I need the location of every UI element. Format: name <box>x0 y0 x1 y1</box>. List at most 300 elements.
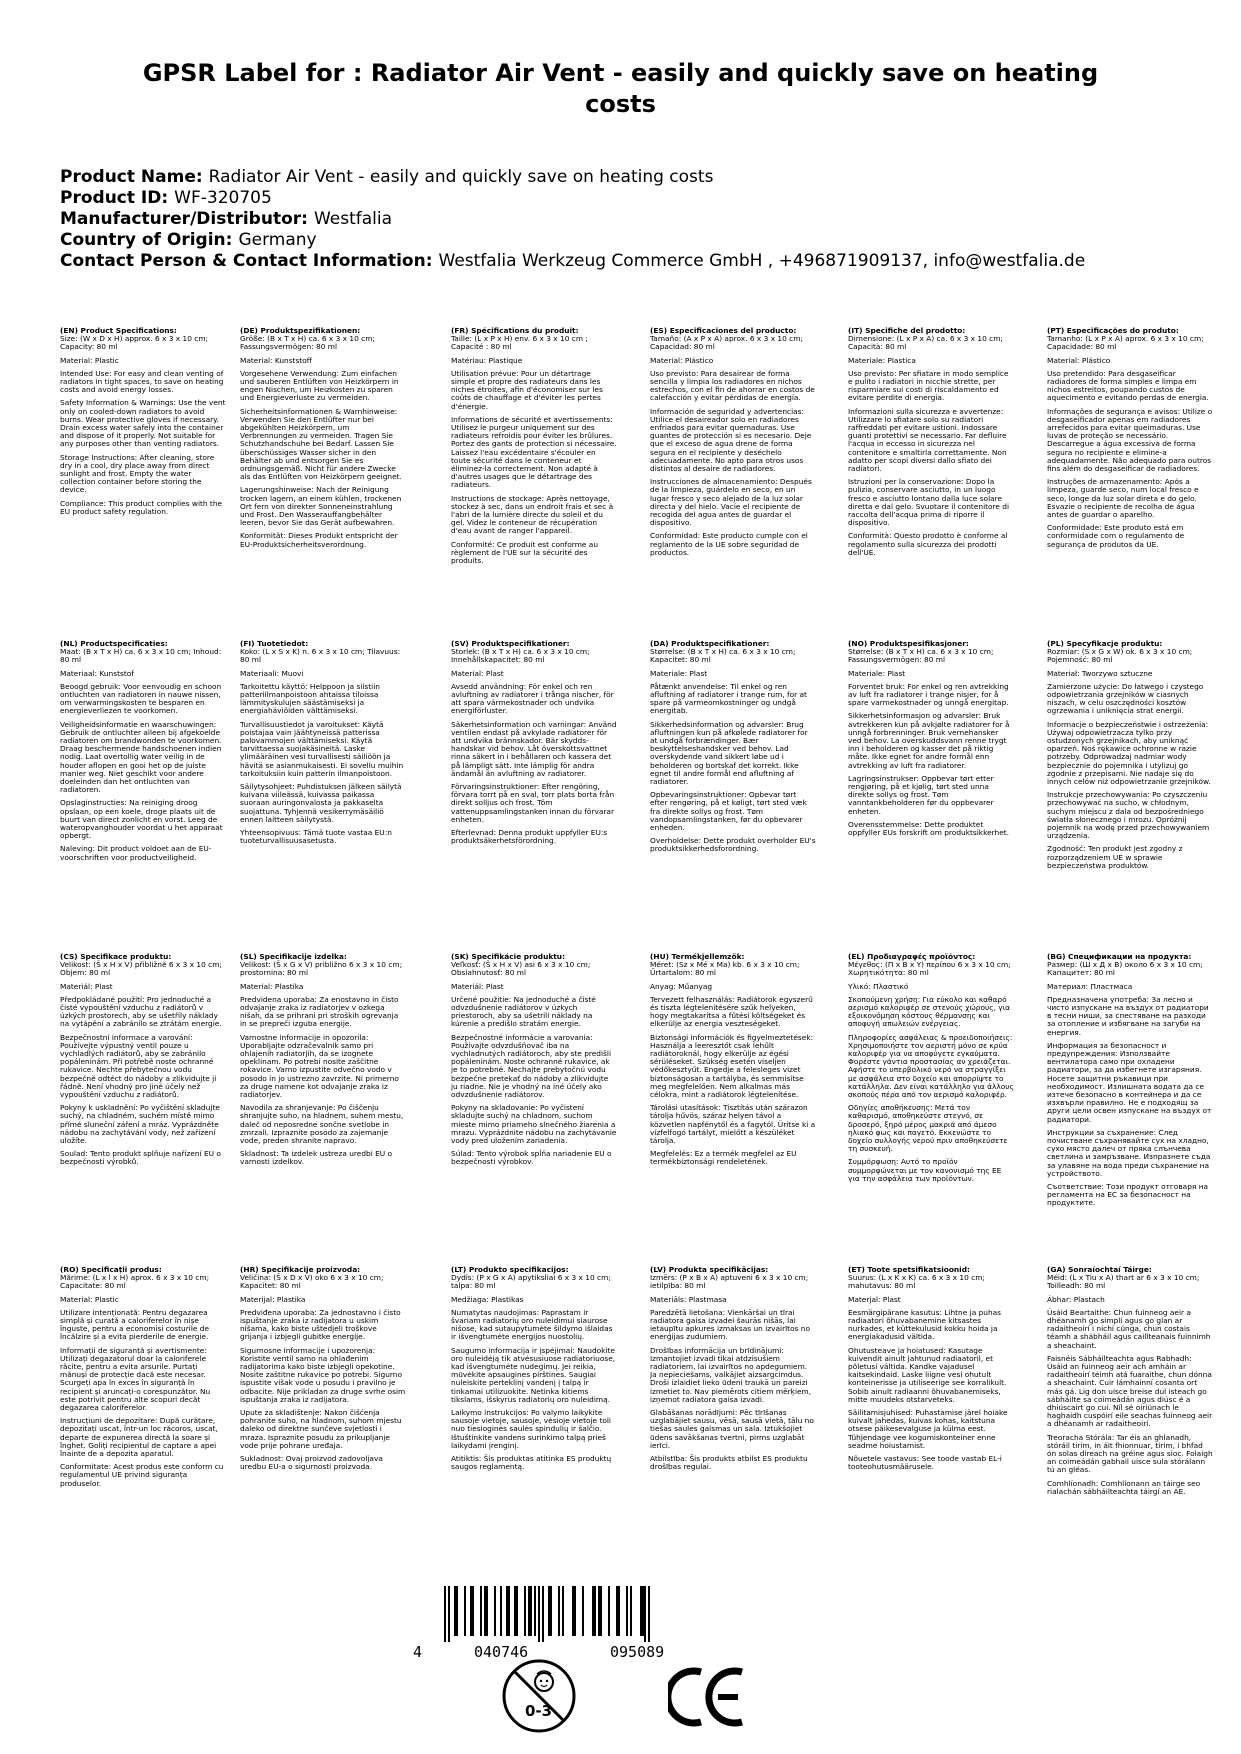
lang-text: Förvaringsinstruktioner: Efter rengöring, förvara torrt på en sval, torr plats borta från direkt solljus och frost. Töm vattenuppsamlingstanken innan du förvarar enheten. <box>451 782 615 824</box>
lang-text: Uso pretendido: Para desgaseificar radiadores de forma simples e limpa em nichos estreitos, poupando custos de aquecimento e evitando perdas de energia. <box>1047 368 1209 403</box>
lang-text: Instructions de stockage: Après nettoyage, stockez à sec, dans un endroit frais et sec à l'abri de la lumière directe du soleil et du gel. Videz le conteneur de récupération d'eau avant de ranger l'appareil. <box>451 493 614 536</box>
info-manufacturer <box>60 209 1190 230</box>
lang-text: Súlad: Tento výrobok spĺňa nariadenie EU o bezpečnosti výrobkov. <box>451 1149 612 1167</box>
lang-section <box>451 370 617 411</box>
barcode-bar <box>506 1586 510 1636</box>
lang-heading: (PT) Especificações do produto: <box>1047 327 1179 335</box>
lang-text: Treoracha Stórála: Tar éis an ghlanadh, stóráil tirim, in áit fhionnuar, tirim, i bhfad ón solas díreach na gréine agus sioc. Folaigh an coimeádán gabhail uisce sula stórálann tú an gléas. <box>1047 1432 1213 1475</box>
lang-block-it <box>848 327 1014 562</box>
lang-text: Informacje o bezpieczeństwie i ostrzeżenia: Używaj odpowietrzacza tylko przy ostudzonych grzejnikach, aby uniknąć oparzeń. Noś rękawice ochronne w razie potrzeby. Odprowadzaj nadmiar wody bezpiecznie do pojemnika i utylizuj go zgodnie z przepisami. Nie nadaje się do innych celów niż odpowietrzanie grzejników. <box>1047 719 1211 787</box>
barcode-bar <box>464 1586 466 1636</box>
lang-block-fi <box>240 640 406 850</box>
lang-block-da <box>650 640 816 859</box>
lang-section <box>650 1104 816 1145</box>
lang-text: Conformidad: Este producto cumple con el reglamento de la UE sobre seguridad de productos. <box>650 531 808 557</box>
lang-block-hr <box>240 1266 406 1476</box>
lang-text: Tervezett felhasználás: Radiátorok egyszerű és tiszta légtelenítésére szűk helyeken, hogy megtakarítsa a fűtési költségeket és elkerülje az energia veszteségeket. <box>650 994 813 1029</box>
lang-text: Comhlíonadh: Comhlíonann an táirge seo rialachán sábháilteachta táirgí an AE. <box>1047 1478 1201 1496</box>
lang-section <box>60 983 226 991</box>
lang-text: Material: Plastic <box>60 1294 119 1304</box>
lang-section <box>451 783 617 824</box>
barcode-bar <box>480 1586 482 1636</box>
lang-text: Úsáid Beartaithe: Chun fuinneog aeir a dhéanamh go simplí agus go glan ar radaitheoirí i nichí cúnga, chun costais téamh a shábháil agus caillteanais fuinnimh a sheachaint. <box>1047 1307 1211 1350</box>
lang-block-pt <box>1047 327 1213 554</box>
lang-text: Safety Information & Warnings: Use the vent only on cooled-down radiators to avoid burns. Wear protective gloves if necessary. Drain excess water safely into the container and dispose of it properly. Not suitable for any purposes other than venting radiators. <box>60 398 226 449</box>
lang-section <box>848 370 1014 403</box>
lang-text: Vorgesehene Verwendung: Zum einfachen und sauberen Entlüften von Heizkörpern in engen Nischen, um Heizkosten zu sparen und Energieverluste zu vermeiden. <box>240 368 399 403</box>
lang-section <box>848 478 1014 527</box>
lang-section <box>848 996 1014 1029</box>
lang-block-sk <box>451 953 617 1172</box>
lang-text: Opbevaringsinstruktioner: Opbevar tørt efter rengøring, på et køligt, tørt sted væk fra direkte sollys og frost. Tøm vandopsamlingstanken, før du opbevarer enheden. <box>650 790 807 833</box>
lang-section <box>451 1455 617 1471</box>
lang-section <box>451 983 617 991</box>
lang-text: Materiāls: Plastmasa <box>650 1294 727 1304</box>
lang-text: Tarkoitettu käyttö: Helppoon ja siistiin patteriilmanpoistoon ahtaissa tiloissa lämmityskulujen säästämiseksi ja energiahäviöiden välttämiseksi. <box>240 681 380 716</box>
info-label: Contact Person & Contact Information: <box>60 251 433 271</box>
lang-section <box>240 1309 406 1342</box>
lang-text: Ábhar: Plastach <box>1047 1294 1105 1304</box>
lang-section <box>451 1034 617 1100</box>
lang-text: Material: Plastika <box>240 981 304 991</box>
lang-heading: (IT) Specifiche del prodotto: <box>848 327 966 335</box>
lang-text: Storage Instructions: After cleaning, store dry in a cool, dry place away from direct sunlight and frost. Empty the water collection container before storing the device. <box>60 452 215 495</box>
lang-section <box>60 640 226 665</box>
lang-section <box>240 783 406 824</box>
lang-text: Glabāšanas norādījumi: Pēc tīrīšanas uzglabājiet sausu, vēsā, sausā vietā, tālu no tiešas saules gaismas un sala. Iztukšojiet ūdens savākšanas tvertni, pirms uzglabāt ierīci. <box>650 1408 814 1450</box>
lang-heading: (SK) Špecifikácie produktu: <box>451 953 566 961</box>
lang-text: Sigurnosne informacije i upozorenja: Koristite ventil samo na ohlađenim radijatorima kako biste izbjegli opekotine. Nosite zaštitne rukavice po potrebi. Sigurno ispustite višak vode u posudu i pravilno je odbacite. Nije prikladan za druge svrhe osim ispuštanja zraka iz radijatora. <box>240 1345 406 1404</box>
barcode-right-digits: 095089 <box>610 1643 665 1661</box>
lang-section <box>451 829 617 845</box>
lang-text: Lagringsinstrukser: Oppbevar tørt etter rengjøring, på et kjølig, tørt sted unna direkte sollys og frost. Tøm vanntankbeholderen før du oppbevarer enheten. <box>848 773 994 816</box>
lang-text: Conformidade: Este produto está em conformidade com o regulamento de segurança de produtos da UE. <box>1047 523 1185 549</box>
lang-text: Laikymo instrukcijos: Po valymo laikykite sausoje vietoje, sausoje, vėsioje vietoje toli nuo tiesioginės saulės spindulių ir šalčio. Ištuštinkite vandens surinkimo talpą prieš laikydami įrenginį. <box>451 1408 611 1450</box>
lang-section <box>60 399 226 448</box>
lang-text: Materiaal: Kunststof <box>60 668 134 678</box>
lang-text: Yhteensopivuus: Tämä tuote vastaa EU:n tuoteturvallisuusasetusta. <box>240 828 392 846</box>
lang-section <box>60 799 226 840</box>
lang-text: Méid: (L x Tiu x A) thart ar 6 x 3 x 10 cm; Toilleadh: 80 ml <box>1047 1273 1200 1291</box>
lang-section <box>451 416 617 490</box>
lang-section <box>240 408 406 482</box>
lang-section <box>848 532 1014 557</box>
lang-section <box>240 953 406 978</box>
lang-section <box>650 1034 816 1100</box>
lang-text: Materiale: Plast <box>848 668 906 678</box>
lang-section <box>650 327 816 352</box>
lang-section <box>848 1104 1014 1153</box>
lang-section <box>1047 408 1213 474</box>
lang-text: Soulad: Tento produkt splňuje nařízení EU o bezpečnosti výrobků. <box>60 1149 221 1167</box>
lang-text: Υλικό: Πλαστικό <box>848 981 909 991</box>
lang-block-ro <box>60 1266 226 1493</box>
lang-text: Materjal: Plast <box>848 1294 901 1304</box>
barcode <box>438 1586 706 1642</box>
lang-heading: (EL) Προδιαγραφές προϊόντος: <box>848 953 976 961</box>
lang-section <box>240 1104 406 1145</box>
lang-text: Συμμόρφωση: Αυτό το προϊόν συμμορφώνεται με τον κανονισμό της ΕΕ για την ασφάλεια των προϊόντων. <box>848 1157 1002 1183</box>
lang-section <box>240 486 406 527</box>
lang-section <box>848 1347 1014 1404</box>
lang-section <box>240 370 406 403</box>
lang-section <box>1047 1296 1213 1304</box>
lang-text: Bezpečnostní informace a varování: Používejte výpustný ventil pouze u vychladlých radiátorů, aby se zabránilo popáleninám. Při potřebě noste ochranné rukavice. Nechte přebytečnou vodu bezpečně odtéct do nádoby a zlikvidujte ji řádně. Není vhodný pro jiné účely než vypouštění vzduchu z radiátorů. <box>60 1032 217 1100</box>
lang-section <box>60 1266 226 1291</box>
barcode-bar <box>444 1586 446 1642</box>
lang-text: Veľkosť: (Š x H x V) asi 6 x 3 x 10 cm; Obsiahnutosť: 80 ml <box>451 960 591 978</box>
info-country <box>60 230 1190 251</box>
lang-section <box>60 500 226 516</box>
product-info <box>60 167 1190 272</box>
lang-text: Izmērs: (P x B x A) aptuveni 6 x 3 x 10 cm; ietilpība: 80 ml <box>650 1273 809 1291</box>
lang-section <box>848 408 1014 474</box>
lang-text: Sikkerhetsinformasjon og advarsler: Bruk avtrekkeren kun på avkjølte radiatorer for å unngå forbrenninger. Bruk vernehansker ved behov. La overskuddsvann renne trygt inn i beholderen og kasser det på riktig måte. Ikke egnet for andre formål enn avtrekking av luft fra radiatorer. <box>848 711 1010 770</box>
lang-section <box>1047 721 1213 787</box>
info-label: Manufacturer/Distributor: <box>60 209 308 229</box>
lang-heading: (SV) Produktspecifikationer: <box>451 640 570 648</box>
lang-text: Conformité: Ce produit est conforme au règlement de l'UE sur la sécurité des produits. <box>451 539 599 566</box>
lang-section <box>60 670 226 678</box>
lang-text: Numatytas naudojimas: Paprastam ir švariam radiatorių oro nuleidimui siaurose nišose, kad sutaupytumėte šildymo išlaidas ir išvengtumėte energijos nuostolių. <box>451 1307 613 1342</box>
lang-text: Predviđena uporaba: Za jednostavno i čisto ispuštanje zraka iz radijatora u uskim nišama, kako biste uštedjeli troškove grijanja i izbjegli gubitke energije. <box>240 1307 401 1342</box>
lang-text: Konformität: Dieses Produkt entspricht der EU-Produktsicherheitsverordnung. <box>240 531 398 549</box>
lang-text: Size: (W x D x H) approx. 6 x 3 x 10 cm; Capacity: 80 ml <box>60 334 209 352</box>
lang-text: Material: Plástico <box>650 355 714 365</box>
lang-section <box>451 640 617 665</box>
lang-heading: (DA) Produktspecifikationer: <box>650 640 770 648</box>
lang-text: Biztonsági információk és figyelmeztetések: Használja a leeresztőt csak lehűlt radiátoroknál, hogy elkerülje az égési sérüléseket. Szükség esetén viseljen védőkesztyűt. Engedje a felesleges vizet biztonságosan a tartályba, és semmisítse meg megfelelően. Nem alkalmas más célokra, mint a radiátorok légtelenítése. <box>650 1032 814 1100</box>
lang-heading: (DE) Produktspezifikationen: <box>240 327 361 335</box>
lang-block-lv <box>650 1266 816 1476</box>
age-0-3-warning-icon <box>501 1658 577 1734</box>
lang-section <box>650 408 816 474</box>
lang-text: Upute za skladištenje: Nakon čišćenja pohranite suho, na hladnom, suhom mjestu daleko od direktne sunčeve svjetlosti i mraza. Ispraznite posudu za prikupljanje vode prije pohrane uređaja. <box>240 1408 402 1450</box>
barcode-bar <box>598 1586 602 1636</box>
lang-section <box>451 495 617 536</box>
lang-section <box>451 996 617 1029</box>
lang-heading: (SL) Specifikacije izdelka: <box>240 953 347 961</box>
lang-text: Atitiktis: Šis produktas atitinka ES produktų saugos reglamentą. <box>451 1454 612 1472</box>
lang-section <box>1047 1309 1213 1350</box>
lang-block-no <box>848 640 1014 842</box>
lang-text: Dimensione: (L x P x A) ca. 6 x 3 x 10 cm; Capacità: 80 ml <box>848 334 1003 352</box>
lang-section <box>650 791 816 832</box>
lang-section <box>240 1347 406 1404</box>
lang-section <box>1047 1183 1213 1208</box>
lang-section <box>1047 670 1213 678</box>
lang-section <box>60 1463 226 1488</box>
lang-section <box>240 357 406 365</box>
lang-text: Размер: (Ш x Д x В) около 6 x 3 x 10 cm; Капацитет: 80 ml <box>1047 960 1203 978</box>
lang-text: Předpokládané použití: Pro jednoduché a čisté vypouštění vzduchu z radiátorů v úzkých prostorech, aby se ušetřily náklady na vytápění a zabránilo se ztrátám energie. <box>60 994 222 1029</box>
lang-section <box>60 1150 226 1166</box>
lang-text: Informazioni sulla sicurezza e avvertenze: Utilizzare lo sfiatare solo su radiatori raffreddati per evitare ustioni. Indossare guanti protettivi se necessario. Far defluire l'acqua in eccesso in sicurezza nel contenitore e smaltirla correttamente. Non adatto per scopi diversi dallo sfiato dei radiatori. <box>848 406 1007 474</box>
lang-heading: (EN) Product Specifications: <box>60 327 177 335</box>
lang-section <box>1047 478 1213 519</box>
lang-section <box>1047 996 1213 1037</box>
barcode-bar <box>562 1586 564 1636</box>
lang-text: Предназначена употреба: За лесно и чисто изпускане на въздух от радиатори в тесни ниши, за спестяване на разходи за отопление и избягване на загуби на енергия. <box>1047 994 1209 1037</box>
barcode-bar <box>582 1586 584 1636</box>
lang-text: Naleving: Dit product voldoet aan de EU-voorschriften voor productveiligheid. <box>60 844 212 862</box>
lang-section <box>848 983 1014 991</box>
lang-section <box>848 640 1014 665</box>
barcode-bar <box>616 1586 620 1636</box>
barcode-bar <box>494 1586 496 1636</box>
barcode-bar <box>572 1586 576 1636</box>
barcode-bar <box>626 1586 628 1636</box>
lang-text: Koko: (L x S x K) n. 6 x 3 x 10 cm; Tilavuus: 80 ml <box>240 647 401 665</box>
lang-text: Informações de segurança e avisos: Utilize o desgaseificador apenas em radiadores arrefecidos para evitar queimaduras. Use luvas de proteção se necessário. Descarregue a água excessiva de forma segura no recipiente e elimine-a adequadamente. Não adequado para outros fins além do desgaseificar de radiadores. <box>1047 406 1213 474</box>
lang-text: Tamanho: (L x P x A) aprox. 6 x 3 x 10 cm; Capacidade: 80 ml <box>1047 334 1204 352</box>
lang-text: Informații de siguranță și avertismente: Utilizați degazatorul doar la caloriferele răcite, pentru a evita arsurile. Purtați mănuși de protecție dacă este necesar. Scurgeți apa în exces în siguranță în recipient și aruncați-o corespunzător. Nu este potrivit pentru alte scopuri decât degazarea caloriferelor. <box>60 1345 211 1413</box>
lang-heading: (LT) Produkto specifikacijos: <box>451 1266 569 1274</box>
lang-heading: (ET) Toote spetsifikatsioonid: <box>848 1266 970 1274</box>
lang-section <box>1047 640 1213 665</box>
lang-section <box>240 683 406 716</box>
lang-text: Lagerungshinweise: Nach der Reinigung trocken lagern, an einem kühlen, trockenen Ort fern von direkter Sonneneinstrahlung und Frost. Den Wasserauffangbehälter leeren, bevor Sie das Gerät aufbewahren. <box>240 485 402 528</box>
lang-section <box>650 1409 816 1450</box>
lang-heading: (HU) Termékjellemzők: <box>650 953 745 961</box>
lang-section <box>60 996 226 1029</box>
lang-text: Säilitamisjuhised: Puhastamise järel hoiake kuivalt jahedas, kuivas kohas, kaitstuna otsese päikesevalguse ja külma eest. Tühjendage vee kogumiskonteiner enne seadme hoiustamist. <box>848 1408 1008 1450</box>
lang-section <box>848 1034 1014 1100</box>
lang-section <box>451 683 617 716</box>
lang-section <box>60 1104 226 1145</box>
lang-text: Uso previsto: Para desairear de forma sencilla y limpia los radiadores en nichos estrechos, con el fin de ahorrar en costos de calefacción y evitar pérdidas de energía. <box>650 368 815 403</box>
ce-mark-icon <box>668 1664 748 1730</box>
lang-block-el <box>848 953 1014 1188</box>
lang-text: Predvidena uporaba: Za enostavno in čisto odvajanje zraka iz radiatorjev v ozkega nišah, da se prihrani pri stroških ogrevanja in se prepreči izguba energije. <box>240 994 399 1029</box>
lang-block-nl <box>60 640 226 867</box>
lang-text: Bezpečnostné informácie a varovania: Používajte odvzdušňovač iba na vychladnutých radiátoroch, aby ste predišli popáleninám. Noste ochranné rukavice, ak je to potrebné. Nechajte prebytočnú vodu bezpečne pretekať do nádoby a zlikvidujte ju riadne. Nie je vhodný na iné účely ako odvzdušnenie radiátorov. <box>451 1032 612 1100</box>
lang-section <box>240 640 406 665</box>
lang-text: Zamierzone użycie: Do łatwego i czystego odpowietrzania grzejników w ciasnych niszach, w celu oszczędności kosztów ogrzewania i uniknięcia strat energii. <box>1047 681 1204 716</box>
lang-text: Größe: (B x T x H) ca. 6 x 3 x 10 cm; Fassungsvermögen: 80 ml <box>240 334 375 352</box>
lang-block-et <box>848 1266 1014 1476</box>
lang-section <box>1047 327 1213 352</box>
info-value: WF-320705 <box>174 188 272 208</box>
lang-text: Pokyny k uskladnění: Po vyčištění skladujte suchý, na chladném, suchém místě mimo přímé sluneční záření a mráz. Vyprázdněte nádobu na zachytávání vody, než zařízení uložíte. <box>60 1103 220 1146</box>
lang-section <box>240 721 406 778</box>
barcode-bar <box>524 1586 526 1636</box>
lang-section <box>848 1455 1014 1471</box>
lang-text: Utilizare intenționată: Pentru degazarea simplă și curată a caloriferelor în nișe înguste, pentru a economisi costurile de încălzire și a evita pierderile de energie. <box>60 1307 210 1342</box>
lang-section <box>451 1266 617 1291</box>
lang-section <box>1047 845 1213 870</box>
lang-heading: (RO) Specificații produs: <box>60 1266 162 1274</box>
barcode-bar <box>608 1586 610 1636</box>
lang-text: Σκοπούμενη χρήση: Για εύκολο και καθαρό αερισμό καλοριφέρ σε στενούς χώρους, για εξοικονόμηση κόστους θέρμανσης και αποφυγή απωλειών ενέργειας. <box>848 994 1011 1029</box>
lang-text: Efterlevnad: Denna produkt uppfyller EU:s produktsäkerhetsförordning. <box>451 828 608 846</box>
lang-text: Méret: (Sz x Mé x Ma) kb. 6 x 3 x 10 cm; Űrtartalom: 80 ml <box>650 960 800 978</box>
lang-section <box>1047 1480 1213 1496</box>
lang-text: Varnostne informacije in opozorila: Uporabljajte odzračevalnik samo pri ohlajenih radiatorjih, da se izognete opeklinam. Po potrebi nosite zaščitne rokavice. Varno izpustite odvečno vodo v posodo in jo ustrezno zavrzite. Ni primerno za druge namene kot odvajanje zraka iz radiatorjev. <box>240 1032 399 1100</box>
lang-text: Velikost: (Š x H x V) přibližně 6 x 3 x 10 cm; Objem: 80 ml <box>60 960 222 978</box>
lang-text: Veličina: (Š x D x V) oko 6 x 3 x 10 cm; Kapacitet: 80 ml <box>240 1273 384 1291</box>
lang-heading: (GA) Sonraíochtaí Táirge: <box>1047 1266 1152 1274</box>
lang-text: Overensstemmelse: Dette produktet oppfyller EUs forskrift om produktsikkerhet. <box>848 819 1010 838</box>
lang-block-bg <box>1047 953 1213 1213</box>
lang-block-ga <box>1047 1266 1213 1501</box>
svg-text:0-3: 0-3 <box>525 1702 553 1720</box>
lang-section <box>650 1150 816 1166</box>
lang-block-sl <box>240 953 406 1172</box>
lang-section <box>60 721 226 795</box>
lang-section <box>240 1409 406 1450</box>
lang-section <box>848 821 1014 837</box>
info-label: Country of Origin: <box>60 230 233 250</box>
lang-block-cs <box>60 953 226 1172</box>
lang-section <box>1047 370 1213 403</box>
lang-text: Materiaali: Muovi <box>240 668 304 678</box>
lang-heading: (HR) Specifikacije proizvoda: <box>240 1266 361 1274</box>
lang-section <box>848 1158 1014 1183</box>
lang-text: Πληροφορίες ασφάλειας & προειδοποιήσεις: Χρησιμοποιήστε τον αεριστή μόνο σε κρύα καλοριφέρ για να αποφύγετε εγκαύματα. Φορέστε γάντια προστασίας αν χρειάζεται. Αφήστε το υπερβολικό νερό να στραγγίξει με ασφάλεια στο δοχείο και απορρίψτε το κατάλληλα. Δεν είναι κατάλληλο για άλλους σκοπούς πέρα από τον αερισμό καλοριφέρ. <box>848 1032 1014 1100</box>
lang-section <box>650 532 816 557</box>
barcode-bar <box>500 1586 502 1636</box>
lang-text: Maat: (B x T x H) ca. 6 x 3 x 10 cm; Inhoud: 80 ml <box>60 647 222 665</box>
lang-section <box>650 1266 816 1291</box>
lang-section <box>240 1296 406 1304</box>
barcode-bar <box>454 1586 458 1636</box>
lang-text: Информация за безопасност и предупреждения: Използвайте вентилатора само при охладени радиатори, за да избегнете изгаряния. Носете защитни ръкавици при необходимост. Излишната водата да се изтече безопасно в контейнера и да се изхвърли правилно. Не е подходящ за други цели освен изпускане на въздух от радиатори. <box>1047 1040 1212 1124</box>
lang-text: Størrelse: (B x T x H) ca. 6 x 3 x 10 cm; Kapacitet: 80 ml <box>650 647 796 665</box>
lang-text: Materiál: Plast <box>60 981 113 991</box>
barcode-bar <box>592 1586 596 1636</box>
lang-text: Rozmiar: (S x G x W) ok. 6 x 3 x 10 cm; Pojemność: 80 ml <box>1047 647 1193 665</box>
info-label: Product ID: <box>60 188 169 208</box>
lang-text: Overholdelse: Dette produkt overholder EU's produktsikkerhedsforordning. <box>650 836 816 854</box>
info-contact <box>60 251 1190 272</box>
lang-text: Instrucciones de almacenamiento: Después de la limpieza, guárdelo en seco, en un lugar fresco y seco alejado de la luz solar directa y del hielo. Vacíe el recipiente de recogida del agua antes de guardar el dispositivo. <box>650 477 812 528</box>
lang-text: Sikkerhedsinformation og advarsler: Brug afluftningen kun på afkølede radiatorer for at undgå forbrændinger. Bær beskyttelseshandsker ved behov. Lad overskydende vand sikkert løbe ud i beholderen og bortskaf det korrekt. Ikke egnet til andre formål end afluftning af radiatorer. <box>650 719 808 787</box>
lang-text: Materiał: Tworzywo sztuczne <box>1047 668 1153 678</box>
barcode-lead-digit: 4 <box>413 1643 423 1661</box>
lang-section <box>451 1296 617 1304</box>
lang-section <box>240 532 406 548</box>
barcode-bar <box>644 1586 646 1642</box>
barcode-bar <box>640 1586 644 1636</box>
lang-section <box>650 640 816 665</box>
lang-text: Μέγεθος: (Π x Β x Υ) περίπου 6 x 3 x 10 cm; Χωρητικότητα: 80 ml <box>848 960 1011 978</box>
lang-text: Atbilstība: Šis produkts atbilst ES produktu drošības regulai. <box>650 1454 808 1472</box>
lang-heading: (ES) Especificaciones del producto: <box>650 327 797 335</box>
lang-section <box>1047 524 1213 549</box>
lang-section <box>650 683 816 716</box>
lang-section <box>650 953 816 978</box>
lang-text: Paredzētā lietošana: Vienkāršai un tīrai radiatora gaisa izvadei šaurās nišās, lai ietaupītu apkures izmaksas un izvairītos no enerģijas zudumiem. <box>650 1307 811 1342</box>
lang-section <box>650 478 816 527</box>
info-value: Westfalia Werkzeug Commerce GmbH , +496871909137, info@westfalia.de <box>438 251 1086 271</box>
lang-section <box>848 357 1014 365</box>
lang-text: Drošības informācija un brīdinājumi: Izmantojiet izvadi tikai atdzisušiem radiatoriem, lai izvairītos no apdegumiem. Ja nepieciešams, valkājiet aizsargcimdus. Droši izlaidiet lieko ūdeni traukā un pareizi izmetiet to. Nav piemērots citiem mērķiem, izņemot radiatora gaisa izvadi. <box>650 1345 812 1404</box>
lang-section <box>650 1296 816 1304</box>
lang-text: Conformitate: Acest produs este conform cu regulamentul UE privind siguranța produselor. <box>60 1462 224 1488</box>
lang-text: Material: Plast <box>451 668 504 678</box>
lang-text: Faisnéis Sábháilteachta agus Rabhadh: Úsáid an fuinneog aeir ach amháin ar radaitheoirí téimh atá fuaraithe, chun dónna a sheachaint. Cuir lámhainní cosanta ort más gá. Lig don uisce breise dul isteach go sábháilte sa coimeádán agus diúsc é a dhiúscairt go cuí. Níl sé oiriúnach le haghaidh cuspóirí eile seachas fuinneog aeir a dhéanamh ar radaitheoirí. <box>1047 1353 1213 1429</box>
lang-section <box>848 1296 1014 1304</box>
lang-text: Materijal: Plastika <box>240 1294 306 1304</box>
lang-text: Instruções de armazenamento: Após a limpeza, guarde seco, num local fresco e seco, longe da luz solar direta e do gelo. Esvazie o recipiente de recolha de água antes de guardar o aparelho. <box>1047 477 1199 520</box>
lang-block-sv <box>451 640 617 850</box>
barcode-bar <box>484 1586 488 1636</box>
barcode-bar <box>538 1586 540 1642</box>
lang-text: Sicherheitsinformationen & Warnhinweise: Verwenden Sie den Entlüfter nur bei abgekühlten Heizkörpern, um Verbrennungen zu vermeiden. Tragen Sie Schutzhandschuhe bei Bedarf. Lassen Sie überschüssiges Wasser sicher in den Behälter ab und entsorgen Sie es ordnungsgemäß. Nicht für andere Zwecke als das Entlüften von Heizkörpern geeignet. <box>240 406 402 482</box>
lang-section <box>240 829 406 845</box>
lang-section <box>650 670 816 678</box>
lang-section <box>240 1150 406 1166</box>
lang-text: Instrucțiuni de depozitare: După curățare, depozitați uscat, într-un loc răcoros, uscat, departe de expunerea directă la soare și înghet. Goliți recipientul de captare a apei înainte de a depozita aparatul. <box>60 1416 218 1459</box>
lang-section <box>60 1417 226 1458</box>
lang-text: Medžiaga: Plastikas <box>451 1294 524 1304</box>
lang-section <box>240 1034 406 1100</box>
lang-text: Megfelelés: Ez a termék megfelel az EU termékbiztonsági rendeletének. <box>650 1149 797 1167</box>
lang-section <box>60 1309 226 1342</box>
lang-section <box>848 775 1014 816</box>
lang-text: Opslaginstructies: Na reiniging droog opslaan, op een koele, droge plaats uit de buurt van direct zonlicht en vorst. Leeg de wateropvanghouder voordat u het apparaat opbergt. <box>60 798 223 841</box>
lang-text: Størrelse: (B x T x H) ca. 6 x 3 x 10 cm; Fassungsvermögen: 80 ml <box>848 647 994 665</box>
lang-text: Taille: (L x P x H) env. 6 x 3 x 10 cm ; Capacité : 80 ml <box>451 334 588 352</box>
lang-text: Tárolási utasítások: Tisztítás után szárazon tárolja hűvös, száraz helyen távol a közvetlen napfénytől és a fagytól. Ürítse ki a vízfelfogó tartályt, mielőtt a készüléket tárolja. <box>650 1103 816 1146</box>
info-value: Germany <box>238 230 317 250</box>
barcode-bar <box>542 1586 544 1642</box>
barcode-bar <box>548 1586 552 1636</box>
lang-text: Инструкции за съхранение: След почистване съхранявайте сух на хладно, сухо място далеч от пряка слънчева светлина и замръзване. Изпразнете съда за улавяне на вода преди съхранение на устройството. <box>1047 1127 1211 1178</box>
lang-text: Intended Use: For easy and clean venting of radiators in tight spaces, to save on heating costs and avoid energy losses. <box>60 368 224 395</box>
barcode-bar <box>528 1586 532 1636</box>
lang-section <box>848 1309 1014 1342</box>
barcode-bar <box>534 1586 536 1636</box>
lang-text: Veiligheidsinformatie en waarschuwingen: Gebruik de ontluchter alleen bij afgekoelde radiatoren om brandwonden te voorkomen. Draag beschermende handschoenen indien nodig. Laat overtollig water veilig in de houder aflopen en gooi het op de juiste manier weg. Niet geschikt voor andere doeleinden dan het ontluchten van radiatoren. <box>60 719 222 795</box>
lang-text: Säilytysohjeet: Puhdistuksen jälkeen säilytä kuivana viileässä, kuivassa paikassa suoraan auringonvalosta ja pakkaselta suojattuna. Tyhjennä vesikerrymäsäiliö ennen laitteen säilytystä. <box>240 782 402 824</box>
lang-heading: (NO) Produktspesifikasjoner: <box>848 640 969 648</box>
lang-block-es <box>650 327 816 562</box>
lang-section <box>60 1296 226 1304</box>
page-title: GPSR Label for : Radiator Air Vent - easily and quickly save on heating costs <box>142 59 1099 118</box>
barcode-bar <box>448 1586 450 1642</box>
lang-section <box>848 670 1014 678</box>
lang-heading: (NL) Productspecificaties: <box>60 640 168 648</box>
lang-block-pl <box>1047 640 1213 875</box>
lang-text: Storlek: (B x T x H) ca. 6 x 3 x 10 cm; Innehållskapacitet: 80 ml <box>451 647 590 665</box>
lang-block-hu <box>650 953 816 1172</box>
lang-section <box>848 1266 1014 1291</box>
lang-section <box>60 357 226 365</box>
lang-heading: (BG) Спецификации на продукта: <box>1047 953 1192 961</box>
lang-section <box>240 996 406 1029</box>
lang-section <box>451 1104 617 1145</box>
lang-section <box>451 357 617 365</box>
lang-section <box>451 953 617 978</box>
lang-text: Información de seguridad y advertencias: Utilice el desaireador solo en radiadores enfriados para evitar quemaduras. Use guantes de protección si es necesario. Deje que el exceso de agua drene de forma segura en el recipiente y deséchelo adecuadamente. No apto para otros usos distintos al desaire de radiadores. <box>650 406 812 474</box>
lang-section <box>848 712 1014 769</box>
lang-section <box>451 670 617 678</box>
lang-section <box>240 983 406 991</box>
barcode-bar <box>630 1586 632 1636</box>
lang-heading: (PL) Specyfikacje produktu: <box>1047 640 1163 648</box>
lang-section <box>60 683 226 716</box>
lang-section <box>1047 1042 1213 1124</box>
lang-text: Instrukcje przechowywania: Po czyszczeniu przechowywać na sucho, w chłodnym, suchym miejscu z dala od bezpośredniego światła słonecznego i mrozu. Opróżnij pojemnik na wodę przed przechowywaniem urządzenia. <box>1047 790 1210 841</box>
lang-section <box>60 454 226 495</box>
lang-section <box>451 1409 617 1450</box>
barcode-bar <box>514 1586 518 1636</box>
lang-section <box>451 541 617 566</box>
lang-text: Beoogd gebruik: Voor eenvoudig en schoon ontluchten van radiatoren in nauwe nissen, om verwarmingskosten te besparen en energieverliezen te voorkomen. <box>60 681 222 716</box>
lang-text: Material: Kunststoff <box>240 355 312 365</box>
